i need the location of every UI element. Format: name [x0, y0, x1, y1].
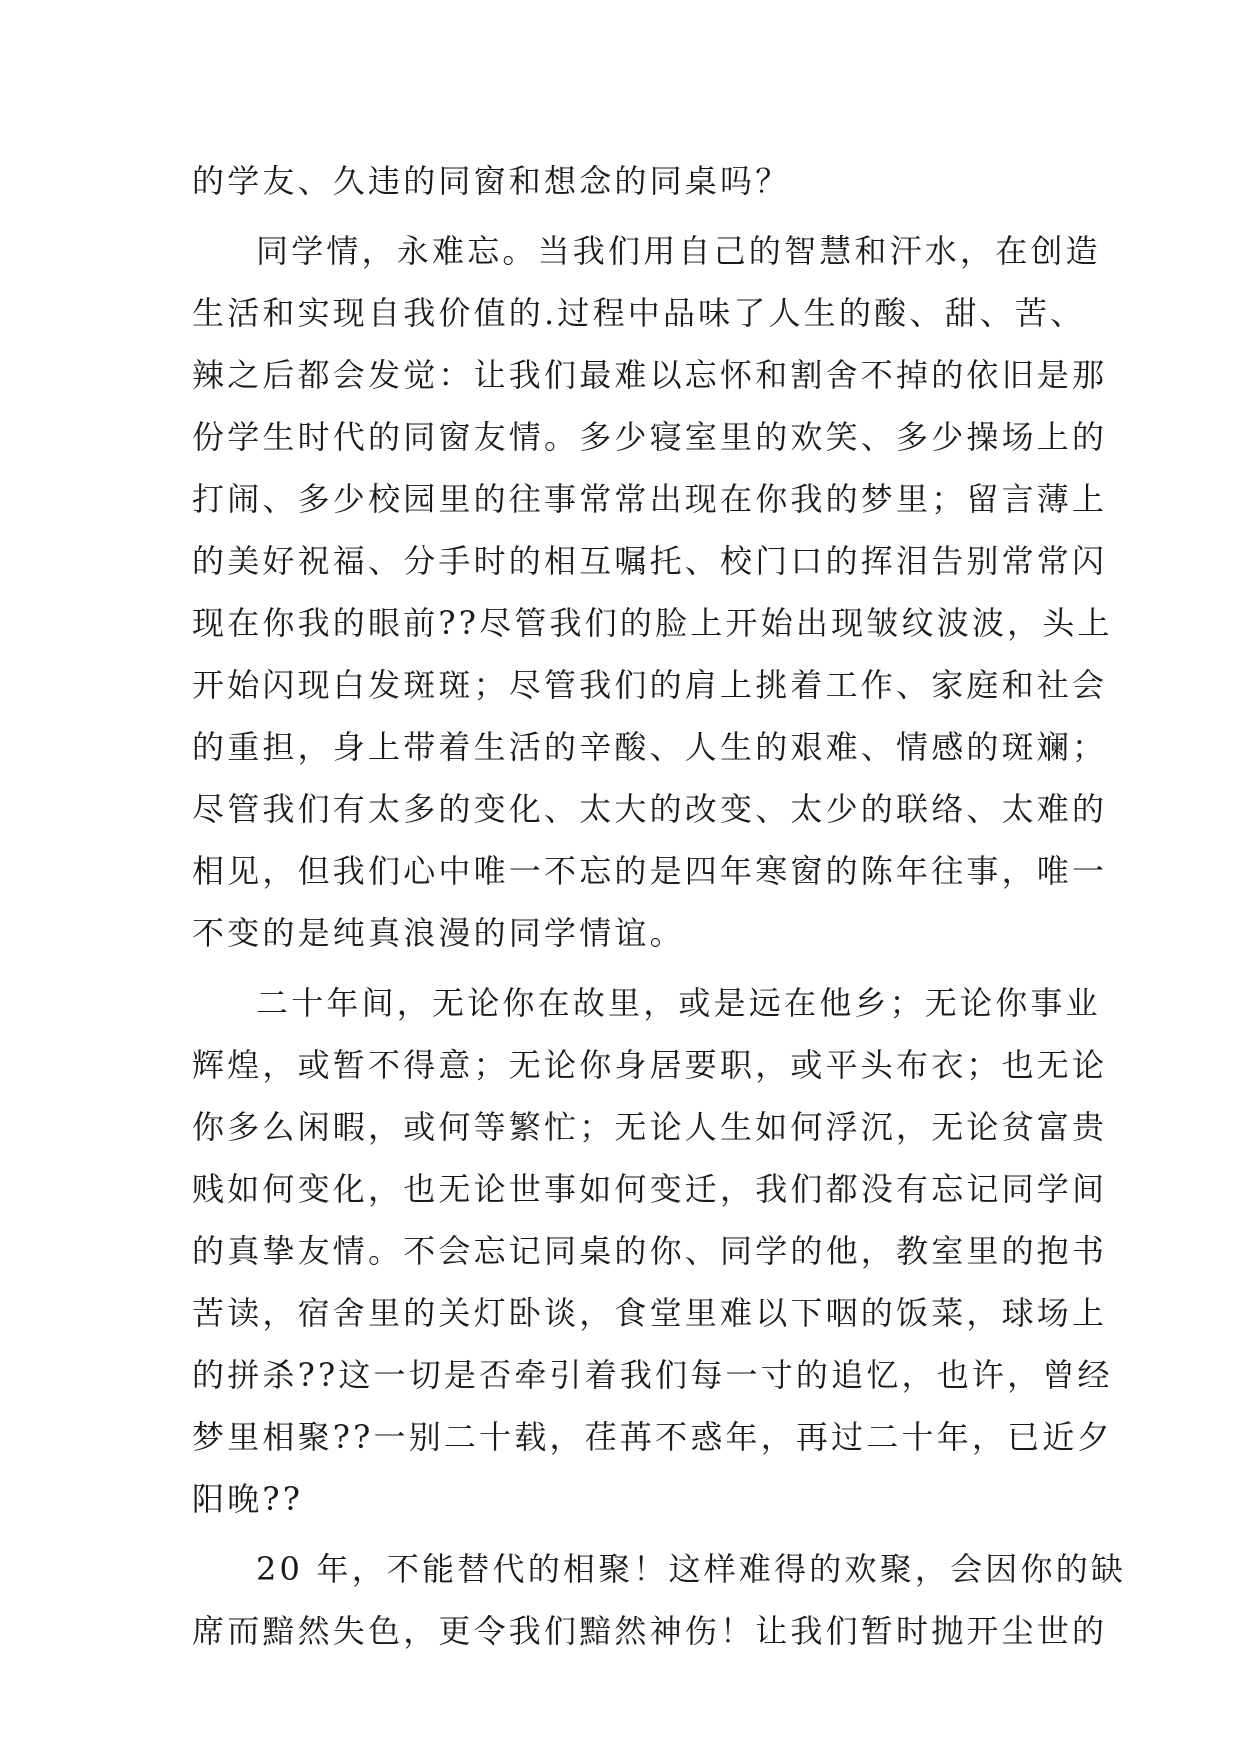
- text-line: 贱如何变化，也无论世事如何变迁，我们都没有忘记同学间: [192, 1170, 1108, 1208]
- text-line: 的重担，身上带着生活的辛酸、人生的艰难、情感的斑斓；: [192, 728, 1108, 766]
- text-line: 你多么闲暇，或何等繁忙；无论人生如何浮沉，无论贫富贵: [192, 1108, 1108, 1146]
- text-line: 生活和实现自我价值的.过程中品味了人生的酸、甜、苦、: [192, 294, 1086, 332]
- document-body: [192, 150, 1127, 1662]
- text-line: 同学情，永难忘。当我们用自己的智慧和汗水，在创造: [256, 232, 1101, 270]
- text-line: 的美好祝福、分手时的相互嘱托、校门口的挥泪告别常常闪: [192, 542, 1108, 580]
- text-line: 的拼杀??这一切是否牵引着我们每一寸的追忆，也许，曾经: [192, 1356, 1113, 1394]
- paragraph-gap: [192, 1530, 1052, 1538]
- text-line: 的学友、久违的同窗和想念的同桌吗？: [192, 162, 791, 200]
- text-line: 苦读，宿舍里的关灯卧谈，食堂里难以下咽的饭菜，球场上: [192, 1294, 1108, 1332]
- text-line: 辣之后都会发觉：让我们最难以忘怀和割舍不掉的依旧是那: [192, 356, 1108, 394]
- text-line: 现在你我的眼前??尽管我们的脸上开始出现皱纹波波，头上: [192, 604, 1113, 642]
- text-line: 尽管我们有太多的变化、太大的改变、太少的联络、太难的: [192, 790, 1108, 828]
- text-line: 相见，但我们心中唯一不忘的是四年寒窗的陈年往事，唯一: [192, 852, 1108, 890]
- text-line: 份学生时代的同窗友情。多少寝室里的欢笑、多少操场上的: [192, 418, 1108, 456]
- text-line: 开始闪现白发斑斑；尽管我们的肩上挑着工作、家庭和社会: [192, 666, 1108, 704]
- paragraph-gap: [192, 964, 1052, 972]
- text-line: 打闹、多少校园里的往事常常出现在你我的梦里；留言薄上: [192, 480, 1108, 518]
- text-line: 阳晚??: [192, 1480, 304, 1518]
- text-line: 梦里相聚??一别二十载，荏苒不惑年，再过二十年，已近夕: [192, 1418, 1113, 1456]
- text-line: 席而黯然失色，更令我们黯然神伤！让我们暂时抛开尘世的: [192, 1612, 1108, 1650]
- text-line: 的真挚友情。不会忘记同桌的你、同学的他，教室里的抱书: [192, 1232, 1108, 1270]
- text-line: 辉煌，或暂不得意；无论你身居要职，或平头布衣；也无论: [192, 1046, 1108, 1084]
- text-line: 不变的是纯真浪漫的同学情谊。: [192, 914, 685, 952]
- paragraph-gap: [192, 212, 1052, 220]
- text-line: 二十年间，无论你在故里，或是远在他乡；无论你事业: [256, 984, 1101, 1022]
- text-line: 20 年，不能替代的相聚！这样难得的欢聚，会因你的缺: [256, 1550, 1127, 1588]
